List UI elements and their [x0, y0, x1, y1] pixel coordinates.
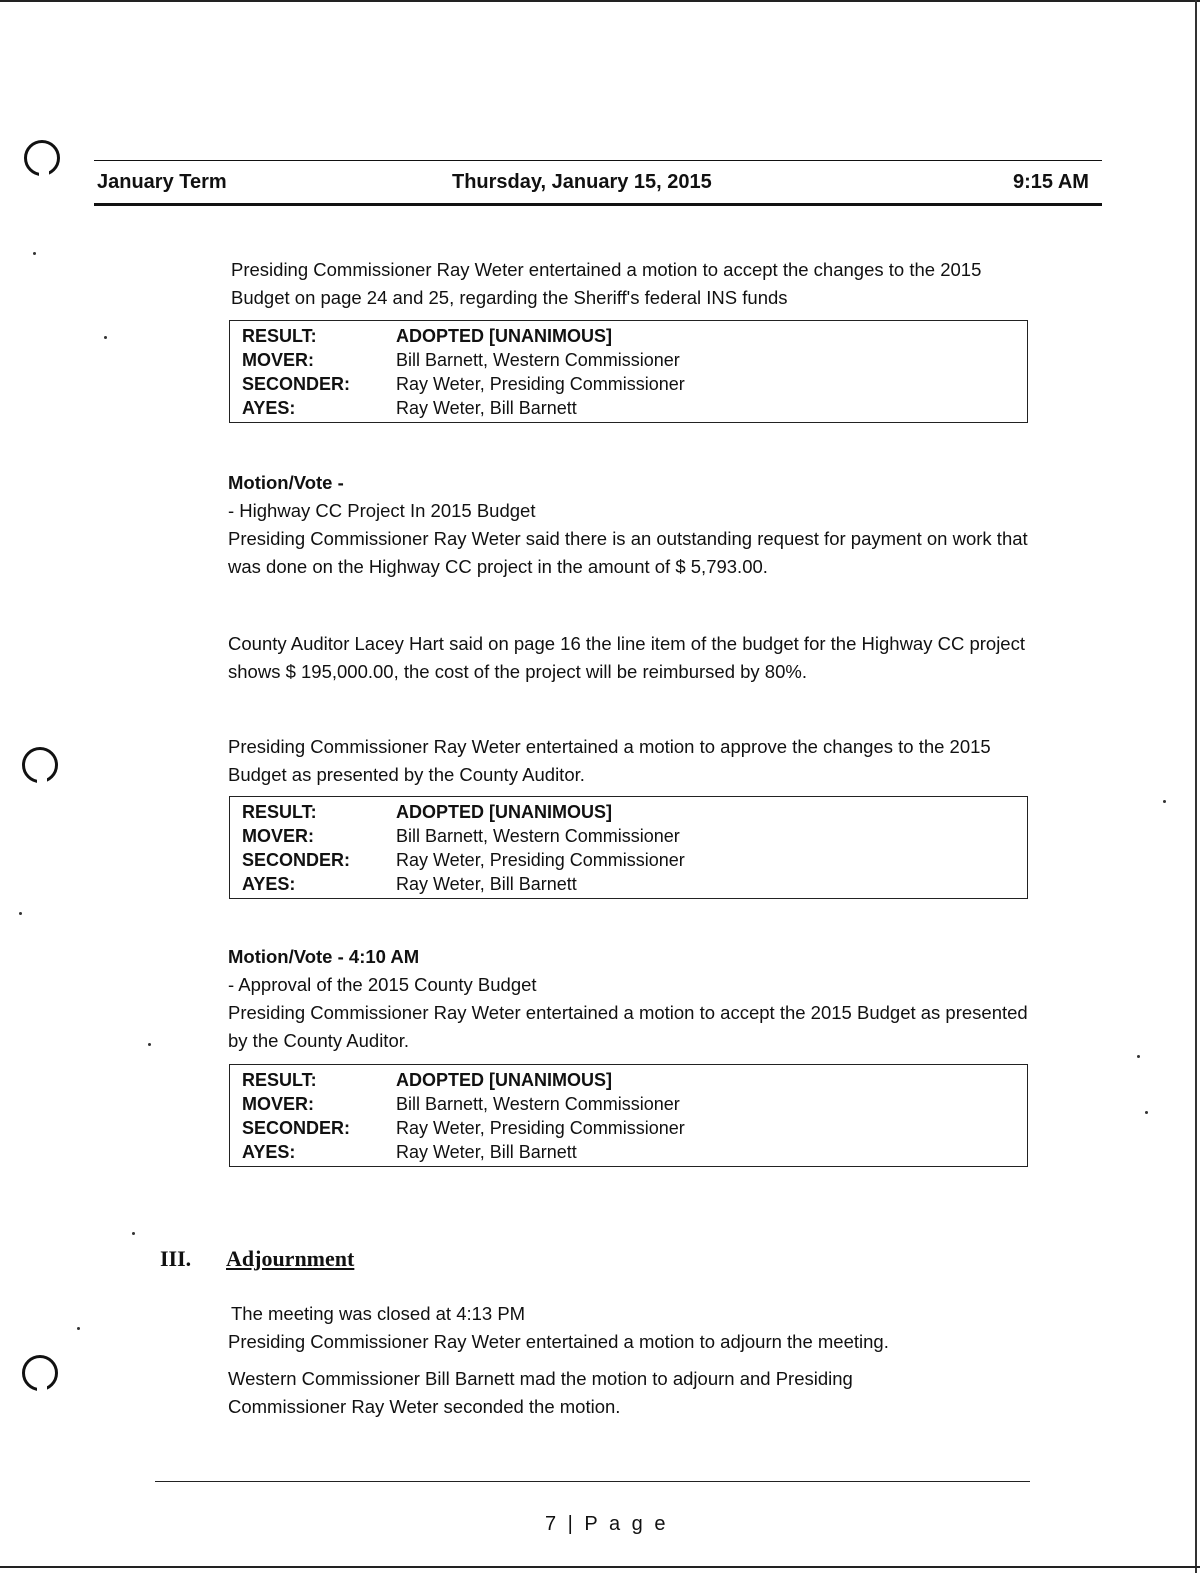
header-term: January Term: [97, 171, 227, 193]
vote-row-ayes: [230, 1140, 1027, 1164]
scan-speck: [132, 1232, 135, 1235]
result-label: RESULT:: [242, 802, 317, 822]
vote-row-result: [230, 324, 1027, 348]
vote-row-mover: [230, 348, 1027, 372]
motion-paragraph: Presiding Commissioner Ray Weter said there is an outstanding request for payment on work that was done on the Highway CC project in the amount of $ 5,793.00.: [228, 528, 1028, 577]
header-time: 9:15 AM: [1013, 171, 1089, 193]
auditor-paragraph: County Auditor Lacey Hart said on page 16 the line item of the budget for the Highway CC project shows $ 195,000.00, the cost of the project will be reimbursed by 80%.: [228, 633, 1025, 682]
punch-hole-icon: [22, 747, 58, 783]
ayes-value: Ray Weter, Bill Barnett: [396, 398, 577, 418]
scan-edge-top: [0, 0, 1200, 7]
result-value: ADOPTED [UNANIMOUS]: [396, 802, 612, 822]
punch-hole-icon: [24, 140, 60, 176]
closing-time-text: The meeting was closed at 4:13 PM: [231, 1303, 526, 1324]
result-value: ADOPTED [UNANIMOUS]: [396, 1070, 612, 1090]
mover-value: Bill Barnett, Western Commissioner: [396, 350, 680, 370]
header-bottom-rule: [94, 203, 1102, 206]
section-number: III.: [160, 1246, 192, 1271]
motion-paragraph: Presiding Commissioner Ray Weter entertained a motion to accept the changes to the 2015 Budget on page 24 and 25, regarding the Sheriff's federal INS funds: [231, 259, 982, 308]
vote-row-seconder: [230, 848, 1027, 872]
vote-row-result: [230, 1068, 1027, 1092]
ayes-label: AYES:: [242, 1142, 296, 1162]
seconder-label: SECONDER:: [242, 850, 351, 870]
vote-row-seconder: [230, 1116, 1027, 1140]
page-number: 7 | P a g e: [545, 1513, 669, 1535]
motion-vote-heading: Motion/Vote - 4:10 AM: [228, 946, 420, 967]
motion-paragraph: Presiding Commissioner Ray Weter entertained a motion to accept the 2015 Budget as presented by the County Auditor.: [228, 1002, 1028, 1051]
ayes-label: AYES:: [242, 398, 296, 418]
scan-speck: [77, 1327, 80, 1330]
header-date: Thursday, January 15, 2015: [452, 171, 712, 193]
vote-row-seconder: [230, 372, 1027, 396]
motion-vote-heading: Motion/Vote -: [228, 472, 344, 493]
result-value: ADOPTED [UNANIMOUS]: [396, 326, 612, 346]
mover-label: MOVER:: [242, 1094, 314, 1114]
scan-speck: [1137, 1055, 1140, 1058]
vote-row-ayes: [230, 396, 1027, 420]
vote-row-ayes: [230, 872, 1027, 896]
seconder-label: SECONDER:: [242, 1118, 351, 1138]
seconder-label: SECONDER:: [242, 374, 351, 394]
ayes-value: Ray Weter, Bill Barnett: [396, 1142, 577, 1162]
vote-table: [229, 1064, 1028, 1167]
scan-speck: [104, 336, 107, 339]
seconder-value: Ray Weter, Presiding Commissioner: [396, 374, 685, 394]
adjourn-motion-text: Presiding Commissioner Ray Weter entertained a motion to adjourn the meeting.: [228, 1331, 889, 1352]
scan-speck: [1163, 800, 1166, 803]
mover-label: MOVER:: [242, 350, 314, 370]
vote-row-result: [230, 800, 1027, 824]
vote-row-mover: [230, 824, 1027, 848]
scan-speck: [148, 1043, 151, 1046]
scan-speck: [1145, 1111, 1148, 1114]
adjourn-second-text: Western Commissioner Bill Barnett mad the motion to adjourn and Presiding Commissioner Ray Weter seconded the motion.: [228, 1368, 853, 1417]
vote-row-mover: [230, 1092, 1027, 1116]
ayes-label: AYES:: [242, 874, 296, 894]
motion-vote-item: - Approval of the 2015 County Budget: [228, 974, 537, 995]
section-title: Adjournment: [226, 1246, 355, 1271]
seconder-value: Ray Weter, Presiding Commissioner: [396, 1118, 685, 1138]
scan-edge-right: [1195, 0, 1197, 1573]
scan-speck: [33, 252, 36, 255]
mover-label: MOVER:: [242, 826, 314, 846]
vote-table: [229, 320, 1028, 423]
header-top-rule: [94, 160, 1102, 161]
scan-speck: [19, 912, 22, 915]
motion-paragraph: Presiding Commissioner Ray Weter entertained a motion to approve the changes to the 2015 Budget as presented by the County Auditor.: [228, 736, 991, 785]
result-label: RESULT:: [242, 1070, 317, 1090]
ayes-value: Ray Weter, Bill Barnett: [396, 874, 577, 894]
mover-value: Bill Barnett, Western Commissioner: [396, 1094, 680, 1114]
scan-edge-bottom: [0, 1566, 1200, 1568]
seconder-value: Ray Weter, Presiding Commissioner: [396, 850, 685, 870]
result-label: RESULT:: [242, 326, 317, 346]
motion-vote-item: - Highway CC Project In 2015 Budget: [228, 500, 536, 521]
punch-hole-icon: [22, 1355, 58, 1391]
mover-value: Bill Barnett, Western Commissioner: [396, 826, 680, 846]
footer-rule: [155, 1481, 1030, 1482]
vote-table: [229, 796, 1028, 899]
